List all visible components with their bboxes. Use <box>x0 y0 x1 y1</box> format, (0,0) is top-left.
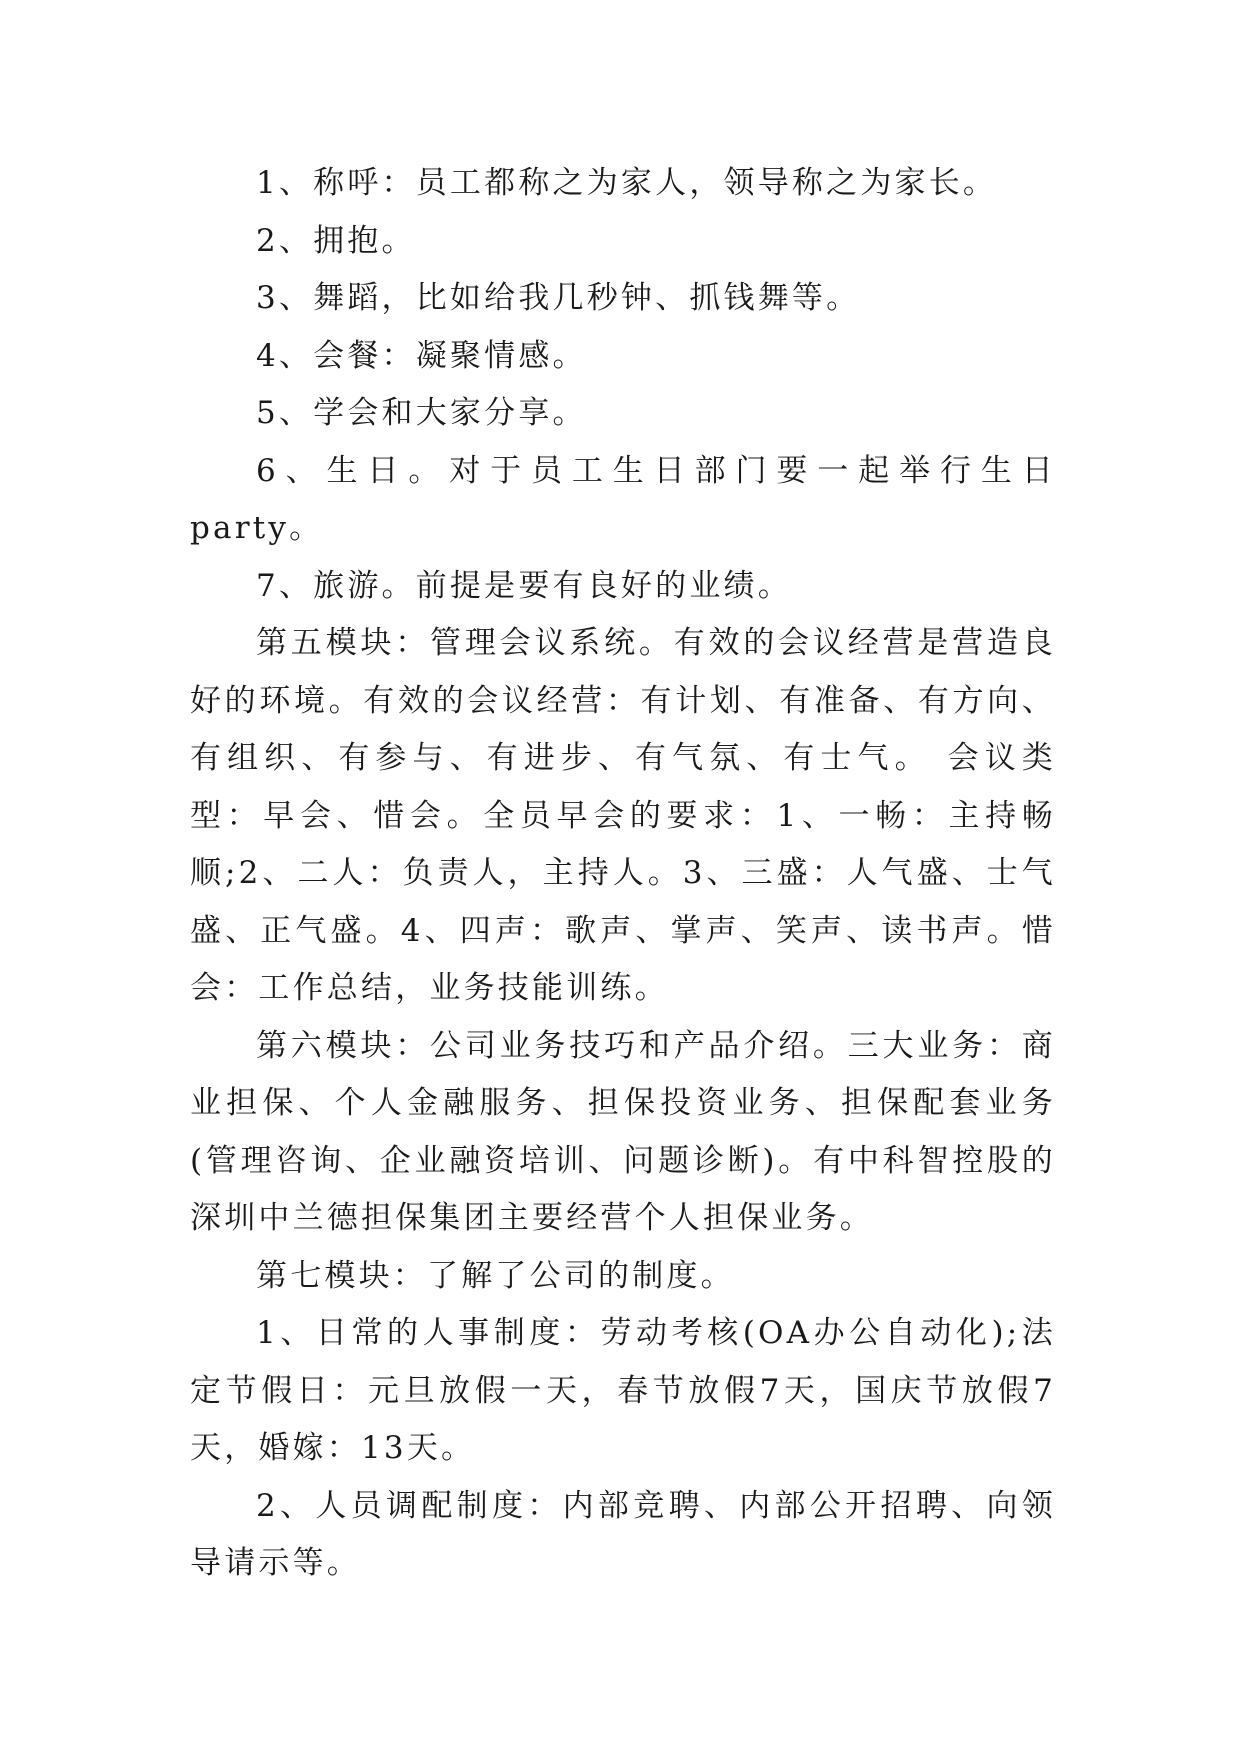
paragraph: 1、日常的人事制度：劳动考核(OA办公自动化);法定节假日：元旦放假一天，春节放假7天，国庆节放假7天，婚嫁：13天。 <box>190 1315 1056 1466</box>
paragraph: 4、会餐：凝聚情感。 <box>256 337 587 374</box>
paragraph: 2、人员调配制度：内部竞聘、内部公开招聘、向领导请示等。 <box>190 1487 1056 1581</box>
document-body <box>190 155 1056 1593</box>
paragraph: 2、拥抱。 <box>256 222 416 259</box>
paragraph: 第七模块：了解了公司的制度。 <box>256 1257 735 1294</box>
paragraph: 5、学会和大家分享。 <box>256 395 587 431</box>
paragraph: 第五模块：管理会议系统。有效的会议经营是营造良好的环境。有效的会议经营：有计划、有准备、有方向、有组织、有参与、有进步、有气氛、有士气。 会议类型：早会、惜会。全员早会的要求：1、一畅：主持畅顺;2、二人：负责人，主持人。3、三盛：人气盛、士气盛、正气盛。4、四声：歌声、掌声、笑声、读书声。惜会：工作总结，业务技能训练。 <box>190 625 1056 1006</box>
paragraph: 7、旅游。前提是要有良好的业绩。 <box>256 567 792 604</box>
paragraph: 第六模块：公司业务技巧和产品介绍。三大业务：商业担保、个人金融服务、担保投资业务、担保配套业务(管理咨询、企业融资培训、问题诊断)。有中科智控股的深圳中兰德担保集团主要经营个人担保业务。 <box>190 1027 1056 1236</box>
paragraph: 6、生日。对于员工生日部门要一起举行生日party。 <box>190 452 1056 546</box>
paragraph: 3、舞蹈，比如给我几秒钟、抓钱舞等。 <box>256 280 861 316</box>
paragraph: 1、称呼：员工都称之为家人，领导称之为家长。 <box>256 165 998 201</box>
